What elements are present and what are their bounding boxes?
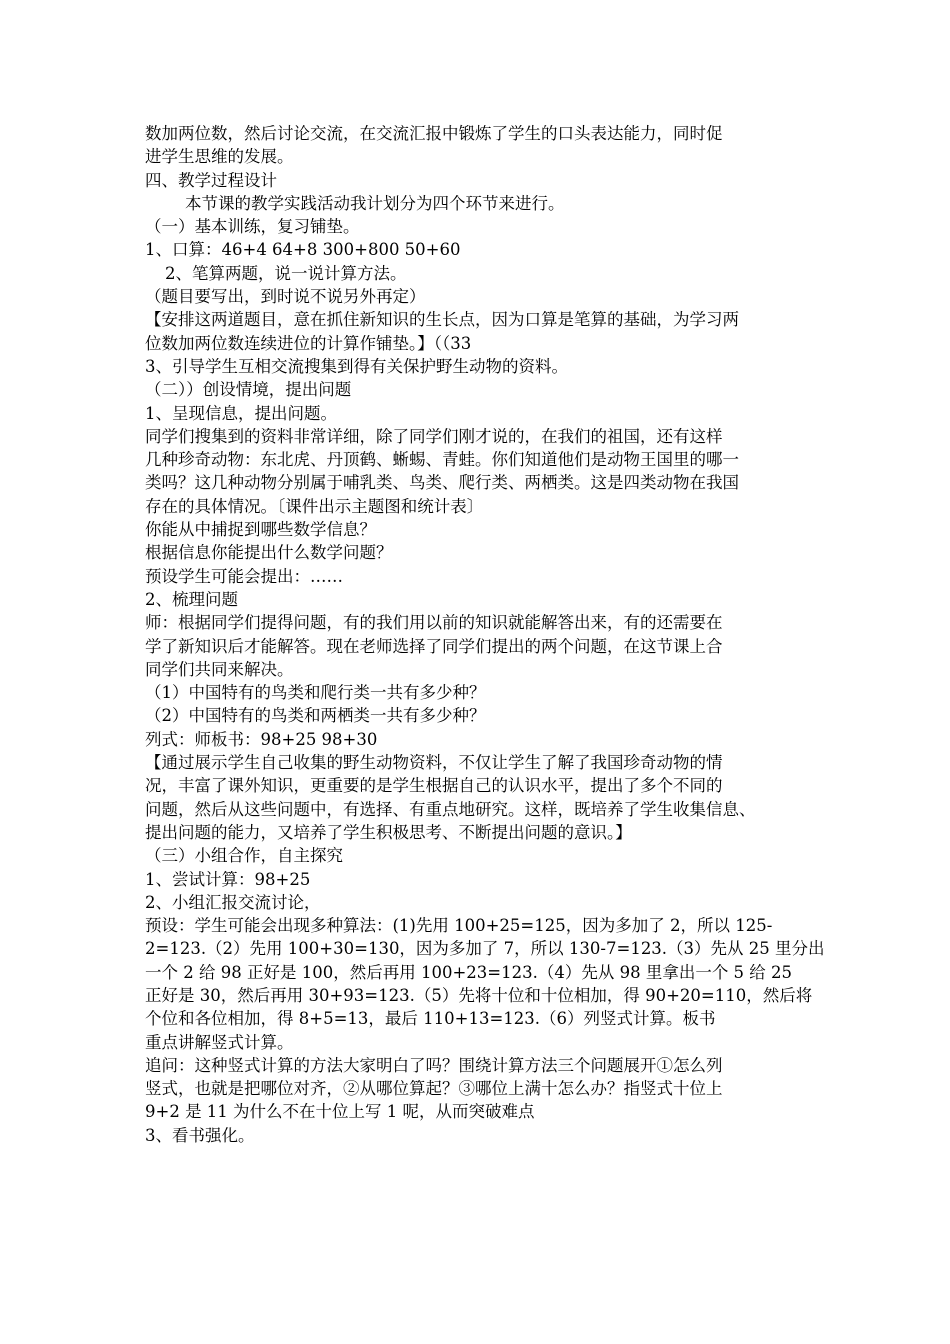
text-line: 况，丰富了课外知识，更重要的是学生根据自己的认识水平，提出了多个不同的	[145, 776, 723, 796]
text-line: 同学们搜集到的资料非常详细，除了同学们刚才说的，在我们的祖国，还有这样	[145, 426, 723, 446]
text-line: 几种珍奇动物：东北虎、丹顶鹤、蜥蜴、青蛙。你们知道他们是动物王国里的哪一	[145, 450, 739, 470]
text-line: 类吗？这几种动物分别属于哺乳类、鸟类、爬行类、两栖类。这是四类动物在我国	[145, 473, 739, 493]
document-page	[145, 122, 825, 1147]
text-line: 位数加两位数连续进位的计算作铺垫。】（（33	[145, 333, 472, 353]
text-line: （2）中国特有的鸟类和两栖类一共有多少种？	[145, 706, 486, 726]
text-line: 一个 2 给 98 正好是 100，然后再用 100+23=123.（4）先从 98 里拿出一个 5 给 25	[145, 962, 793, 982]
text-line: 重点讲解竖式计算。	[145, 1032, 294, 1052]
text-line: （1）中国特有的鸟类和爬行类一共有多少种？	[145, 683, 486, 703]
text-line: 四、教学过程设计	[145, 170, 277, 190]
text-line: （二））创设情境，提出问题	[145, 380, 352, 400]
text-line: 学了新知识后才能解答。现在老师选择了同学们提出的两个问题，在这节课上合	[145, 636, 723, 656]
text-line: （题目要写出，到时说不说另外再定）	[145, 287, 426, 307]
text-line: 正好是 30，然后再用 30+93=123.（5）先将十位和十位相加，得 90+20=110，然后将	[145, 985, 813, 1005]
text-line: 同学们共同来解决。	[145, 659, 294, 679]
text-line: 【安排这两道题目，意在抓住新知识的生长点，因为口算是笔算的基础，为学习两	[145, 310, 739, 330]
text-line: 追问：这种竖式计算的方法大家明白了吗？围绕计算方法三个问题展开①怎么列	[145, 1055, 723, 1075]
text-line: 你能从中捕捉到哪些数学信息？	[145, 520, 376, 540]
text-line: 竖式，也就是把哪位对齐，②从哪位算起？③哪位上满十怎么办？指竖式十位上	[145, 1079, 723, 1099]
text-line: 问题，然后从这些问题中，有选择、有重点地研究。这样，既培养了学生收集信息、	[145, 799, 756, 819]
text-line: 2、笔算两题，说一说计算方法。	[165, 263, 407, 283]
text-line: 【通过展示学生自己收集的野生动物资料，不仅让学生了解了我国珍奇动物的情	[145, 753, 723, 773]
text-line: 提出问题的能力，又培养了学生积极思考、不断提出问题的意识。】	[145, 822, 632, 842]
text-line: 1、尝试计算：98+25	[145, 869, 311, 889]
text-line: 列式：师板书：98+25 98+30	[145, 729, 378, 749]
text-line: 数加两位数，然后讨论交流，在交流汇报中锻炼了学生的口头表达能力，同时促	[145, 124, 723, 143]
text-line: 进学生思维的发展。	[145, 147, 294, 167]
text-line: 3、引导学生互相交流搜集到得有关保护野生动物的资料。	[145, 356, 568, 376]
text-line: （一）基本训练，复习铺垫。	[145, 217, 360, 237]
text-line: 师：根据同学们提得问题，有的我们用以前的知识就能解答出来，有的还需要在	[145, 613, 723, 633]
text-line: 1、呈现信息，提出问题。	[145, 403, 337, 423]
text-line: 2、梳理问题	[145, 589, 238, 609]
text-line: 本节课的教学实践活动我计划分为四个环节来进行。	[185, 193, 565, 213]
text-line: 2、小组汇报交流讨论，	[145, 892, 321, 912]
text-line: 9+2 是 11 为什么不在十位上写 1 呢，从而突破难点	[145, 1102, 535, 1122]
text-line: 个位和各位相加，得 8+5=13，最后 110+13=123.（6）列竖式计算。板书	[145, 1009, 716, 1029]
text-line: 存在的具体情况。〔课件出示主题图和统计表〕	[145, 496, 484, 516]
text-line: （三）小组合作，自主探究	[145, 846, 343, 866]
text-line: 根据信息你能提出什么数学问题？	[145, 543, 393, 563]
text-line: 预设学生可能会提出：……	[145, 566, 343, 586]
text-line: 2=123.（2）先用 100+30=130，因为多加了 7，所以 130-7=123.（3）先从 25 里分出	[145, 939, 825, 959]
text-line: 预设：学生可能会出现多种算法：(1)先用 100+25=125，因为多加了 2，所以 125-	[145, 916, 773, 936]
text-line: 3、看书强化。	[145, 1125, 255, 1145]
text-line: 1、口算：46+4 64+8 300+800 50+60	[145, 240, 461, 260]
